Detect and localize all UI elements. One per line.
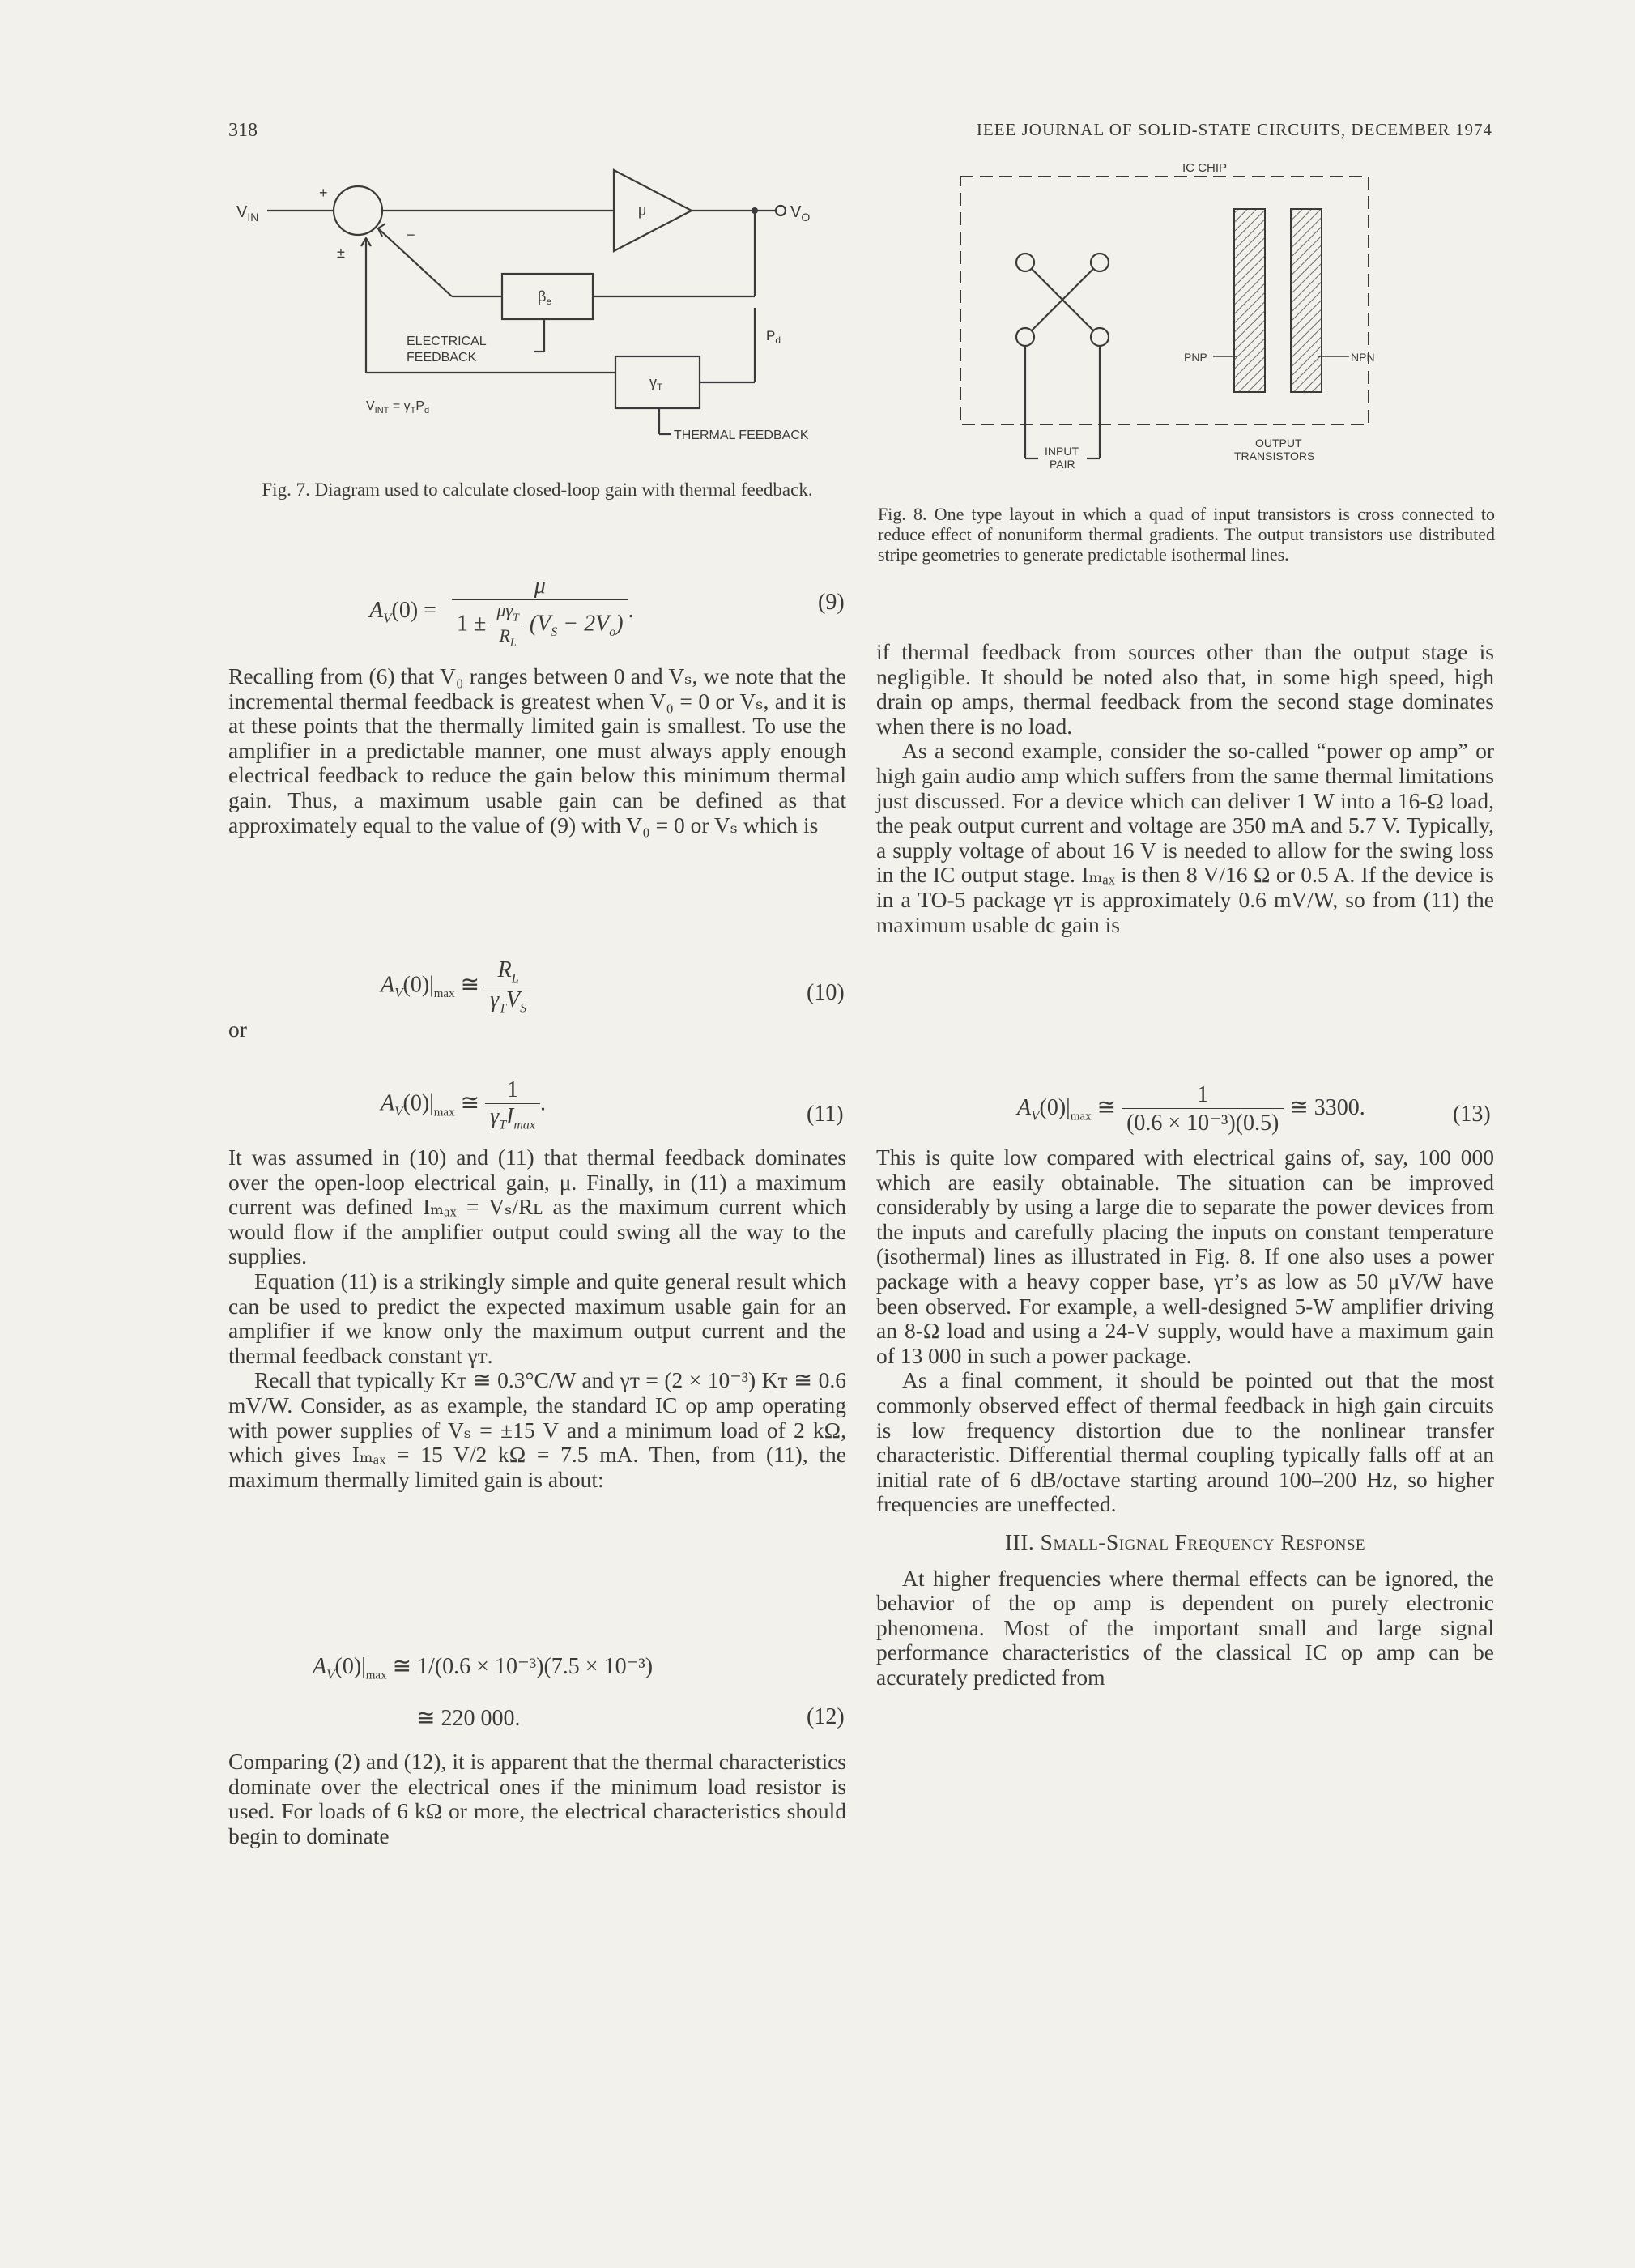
equation-12-number: (12) <box>807 1704 845 1729</box>
left-paragraph-5: Comparing (2) and (12), it is apparent that the thermal characteristics dominate over the electrical ones if the minimum load resistor is used. For loads of 6 kΩ or more, the electrical characteristics should begin to dominate <box>228 1749 846 1848</box>
fig7-beta-label: $\beta_e$ <box>538 288 552 307</box>
figure-7-caption: Fig. 7. Diagram used to calculate closed-loop gain with thermal feedback. <box>262 480 813 500</box>
fig7-electrical-label: ELECTRICAL <box>407 335 487 348</box>
equation-13-number: (13) <box>1453 1102 1491 1127</box>
left-paragraph-2: It was assumed in (10) and (11) that thermal feedback dominates over the open-loop electrical gain, μ. Finally, in (11) a maximum current was defined Iₘₐₓ = Vₛ/Rʟ as the maximum current which would flow if the amplifier output could swing all the way to the supplies. <box>228 1145 846 1269</box>
running-head: IEEE JOURNAL OF SOLID-STATE CIRCUITS, DECEMBER 1974 <box>976 120 1492 139</box>
fig8-ic-chip-label: IC CHIP <box>1182 161 1228 175</box>
right-paragraph-5: At higher frequencies where thermal effects can be ignored, the behavior of the op amp is dependent on purely electronic phenomena. Most of the important small and large signal performance characteristics of the classical IC op amp can be accurately predicted from <box>876 1565 1494 1690</box>
fig7-vin-label: $V_{IN}$ <box>236 203 259 224</box>
or-word: or <box>228 1017 247 1042</box>
equation-13: $A_V(0)|_{max}$ ≅ $\frac{1}{\text{(0.6 × 10⁻³)(0.5)}}$ ≅ 3300. <box>1017 1082 1365 1136</box>
right-paragraph-1: if thermal feedback from sources other than the output stage is negligible. It should be noted also that, in some high speed, high drain op amps, thermal feedback from the second stage dominates when there is no load. <box>876 639 1494 739</box>
equation-12-line-1: $A_V(0)|_{max}$ ≅ 1/(0.6 × 10⁻³)(7.5 × 10⁻³) <box>313 1654 654 1682</box>
left-column-continued <box>228 1145 846 1492</box>
fig7-plus-label: + <box>319 185 328 201</box>
fig7-pm-label: ± <box>337 245 345 261</box>
left-paragraph-4: Recall that typically Kᴛ ≅ 0.3°C/W and γᴛ = (2 × 10⁻³) Kᴛ ≅ 0.6 mV/W. Consider, as as example, the standard IC op amp operating with power supplies of Vₛ = ±15 V and a minimum load of 2 kΩ, which gives Iₘₐₓ = 15 V/2 kΩ = 7.5 mA. Then, from (11), the maximum thermally limited gain is about: <box>228 1367 846 1492</box>
section-heading: III. Small-Signal Frequency Response <box>1004 1528 1366 1554</box>
equation-9-number: (9) <box>818 590 845 615</box>
fig8-pnp-label: PNP <box>1184 351 1207 364</box>
fig8-pair-label: PAIR <box>1050 458 1075 471</box>
equation-10: $A_V(0)|_{max}$ ≅ $\frac{R_L}{\gamma_TV_S}$ <box>381 957 531 1016</box>
output-transistor-stripe-npn <box>1291 209 1322 392</box>
fig8-output-label: OUTPUT <box>1255 437 1302 450</box>
right-paragraph-3: This is quite low compared with electrical gains of, say, 100 000 which are easily obtainable. The situation can be improved considerably by using a large die to separate the power devices from the inputs and carefully placing the inputs on constant temperature (isothermal) lines as illustrated in Fig. 8. If one also uses a power package with a heavy copper base, γᴛ’s as low as 50 μV/W have been observed. For example, a well-designed 5-W amplifier driving an 8-Ω load and using a 24-V supply, would have a maximum gain of 13 000 in such a power package. <box>876 1145 1494 1368</box>
left-column <box>228 664 846 838</box>
fig7-vo-label: $V_O$ <box>790 203 811 224</box>
fig7-feedback-label: FEEDBACK <box>407 351 477 364</box>
figure-7-diagram <box>228 154 860 462</box>
equation-11: $A_V(0)|_{max}$ ≅ $\frac{1}{\gamma_TI_{max}}$ . <box>381 1077 546 1132</box>
equation-12-line-2: ≅ 220 000. <box>416 1706 521 1731</box>
fig7-minus-label: − <box>407 227 415 243</box>
right-paragraph-2: As a second example, consider the so-called “power op amp” or high gain audio amp which suffers from the same thermal limitations just discussed. For a device which can deliver 1 W into a 16-Ω load, the peak output current and voltage are 350 mA and 5.7 V. Typically, a supply voltage of about 16 V is needed to allow for the swing loss in the IC output stage. Iₘₐₓ is then 8 V/16 Ω or 0.5 A. If the device is in a TO-5 package γᴛ is approximately 0.6 mV/W, so from (11) the maximum usable dc gain is <box>876 738 1494 937</box>
fig7-thermal-feedback-label: THERMAL FEEDBACK <box>674 428 809 442</box>
fig8-transistors-label: TRANSISTORS <box>1234 450 1315 463</box>
fig7-gamma-label: $\gamma_T$ <box>649 374 663 393</box>
fig7-vint-label: $V_{INT} = \gamma_TP_d$ <box>366 399 430 416</box>
fig8-npn-label: NPN <box>1351 351 1375 364</box>
left-paragraph-1: Recalling from (6) that V₀ ranges between 0 and Vₛ, we note that the incremental thermal feedback is greatest when V₀ = 0 or Vₛ, and it is at these points that the thermally limited gain is smallest. To use the amplifier in a predictable manner, one must always apply enough electrical feedback to reduce the gain below this minimum thermal gain. Thus, a maximum usable gain can be defined as that approximately equal to the value of (9) with V₀ = 0 or Vₛ which is <box>228 663 846 838</box>
fig7-mu-label: μ <box>638 202 647 219</box>
equation-9: $A_V(0)$ = μ 1 ± $\frac{\mu\gamma_T}{R_L}$ $(V_S - 2V_o)$ . <box>369 573 634 650</box>
output-transistor-stripe-pnp <box>1234 209 1265 392</box>
left-column-end <box>228 1750 846 1848</box>
figure-8-diagram <box>949 159 1386 483</box>
right-column <box>876 640 1494 937</box>
fig8-input-label: INPUT <box>1045 445 1079 458</box>
figure-8-caption: Fig. 8. One type layout in which a quad of input transistors is cross connected to reduce effect of nonuniform thermal gradients. The output transistors use distributed stripe geometries to generate predictable isothermal lines. <box>878 504 1495 565</box>
right-paragraph-4: As a final comment, it should be pointed out that the most commonly observed effect of thermal feedback in high gain circuits is low frequency distortion due to the nonlinear transfer characteristic. Differential thermal coupling typically falls off at an initial rate of 6 dB/octave starting around 100–200 Hz, so higher frequencies are uneffected. <box>876 1367 1494 1517</box>
page-number: 318 <box>228 120 258 141</box>
equation-10-number: (10) <box>807 980 845 1005</box>
right-column-continued <box>876 1145 1494 1690</box>
left-paragraph-3: Equation (11) is a strikingly simple and quite general result which can be used to predict the expected maximum usable gain for an amplifier if we know only the maximum output current and the thermal feedback constant γᴛ. <box>228 1268 846 1368</box>
equation-11-number: (11) <box>807 1102 844 1127</box>
fig7-pd-label: $P_d$ <box>766 328 781 346</box>
